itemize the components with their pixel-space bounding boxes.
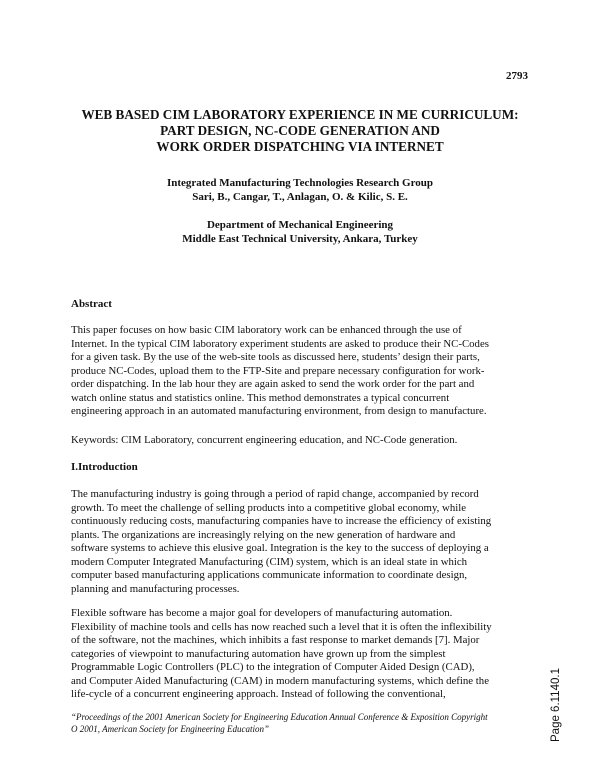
abstract-heading: Abstract bbox=[71, 298, 112, 310]
author-block bbox=[40, 177, 560, 204]
text-line: engineering approach in an automated manufacturing environment, from design to manufacture. bbox=[71, 405, 487, 417]
text-line: Internet. In the typical CIM laboratory experiment students are asked to produce their NC-Codes bbox=[71, 337, 489, 350]
text-line: modern Computer Integrated Manufacturing (CIM) system, which is an ideal state in which bbox=[71, 555, 468, 568]
text-line: This paper focuses on how basic CIM laboratory work can be enhanced through the use of bbox=[71, 324, 462, 336]
abstract-body bbox=[71, 324, 531, 419]
affiliation-block bbox=[40, 219, 560, 246]
text-line: growth. To meet the challenge of selling products into a competitive global economy, while bbox=[71, 501, 467, 514]
university: Middle East Technical University, Ankara, Turkey bbox=[182, 232, 418, 245]
keywords-line: Keywords: CIM Laboratory, concurrent engineering education, and NC-Code generation. bbox=[71, 434, 458, 446]
text-line: and Computer Aided Manufacturing (CAM) in modern manufacturing systems, which define the bbox=[71, 674, 489, 687]
text-line: computer based manufacturing applications communicate information to coordinate design, bbox=[71, 569, 468, 581]
intro-paragraph-2 bbox=[71, 607, 531, 702]
text-line: for a given task. By the use of the web-site tools as discussed here, students’ design their parts, bbox=[71, 351, 480, 363]
title-line: WEB BASED CIM LABORATORY EXPERIENCE IN ME CURRICULUM: bbox=[81, 107, 519, 122]
text-line: of the software, not the machines, which inhibits a fast response to market demands [7]. Major bbox=[71, 634, 480, 646]
text-line: continuously reducing costs, manufacturing companies have to increase the efficiency of existing bbox=[71, 515, 492, 527]
department: Department of Mechanical Engineering bbox=[206, 219, 394, 231]
author-names: Sari, B., Cangar, T., Anlagan, O. & Kilic, S. E. bbox=[192, 190, 408, 203]
text-line: watch online status and statistics online. This method demonstrates a typical concurrent bbox=[71, 391, 450, 404]
title-line: PART DESIGN, NC-CODE GENERATION AND bbox=[160, 123, 440, 138]
text-line: The manufacturing industry is going through a period of rapid change, accompanied by record bbox=[71, 488, 479, 500]
introduction-heading: I.Introduction bbox=[71, 461, 138, 473]
text-line: life-cycle of a concurrent engineering approach. Instead of following the conventional, bbox=[71, 688, 446, 700]
keywords bbox=[71, 434, 531, 448]
text-line: planning and manufacturing processes. bbox=[71, 582, 240, 595]
footnote-line: O 2001, American Society for Engineering Education” bbox=[71, 724, 270, 734]
paper-title bbox=[40, 107, 560, 155]
text-line: Flexibility of machine tools and cells has now reached such a level that it is often the inflexibility bbox=[71, 620, 492, 633]
intro-paragraph-1 bbox=[71, 488, 531, 596]
text-line: plants. The organizations are increasingly relying on the new generation of hardware and bbox=[71, 528, 456, 541]
title-line: WORK ORDER DISPATCHING VIA INTERNET bbox=[156, 139, 444, 154]
page-id-label: Page 6.1140.1 bbox=[550, 668, 562, 742]
text-line: categories of viewpoint to manufacturing automation have grown up from the simplest bbox=[71, 647, 446, 660]
text-line: software systems to achieve this elusive goal. Integration is the key to the success of deploying a bbox=[71, 542, 489, 554]
page-number: 2793 bbox=[506, 70, 528, 82]
text-line: order dispatching. In the lab hour they are again asked to send the work order for the part and bbox=[71, 378, 475, 390]
proceedings-footnote bbox=[71, 711, 541, 735]
research-group: Integrated Manufacturing Technologies Research Group bbox=[166, 177, 434, 189]
footnote-line: “Proceedings of the 2001 American Society for Engineering Education Annual Conference & Exposition Copyright bbox=[71, 712, 488, 722]
text-line: Flexible software has become a major goal for developers of manufacturing automation. bbox=[71, 607, 453, 619]
text-line: Programmable Logic Controllers (PLC) to the integration of Computer Aided Design (CAD), bbox=[71, 661, 475, 673]
text-line: produce NC-Codes, upload them to the FTP-Site and prepare necessary configuration for work- bbox=[71, 364, 485, 377]
